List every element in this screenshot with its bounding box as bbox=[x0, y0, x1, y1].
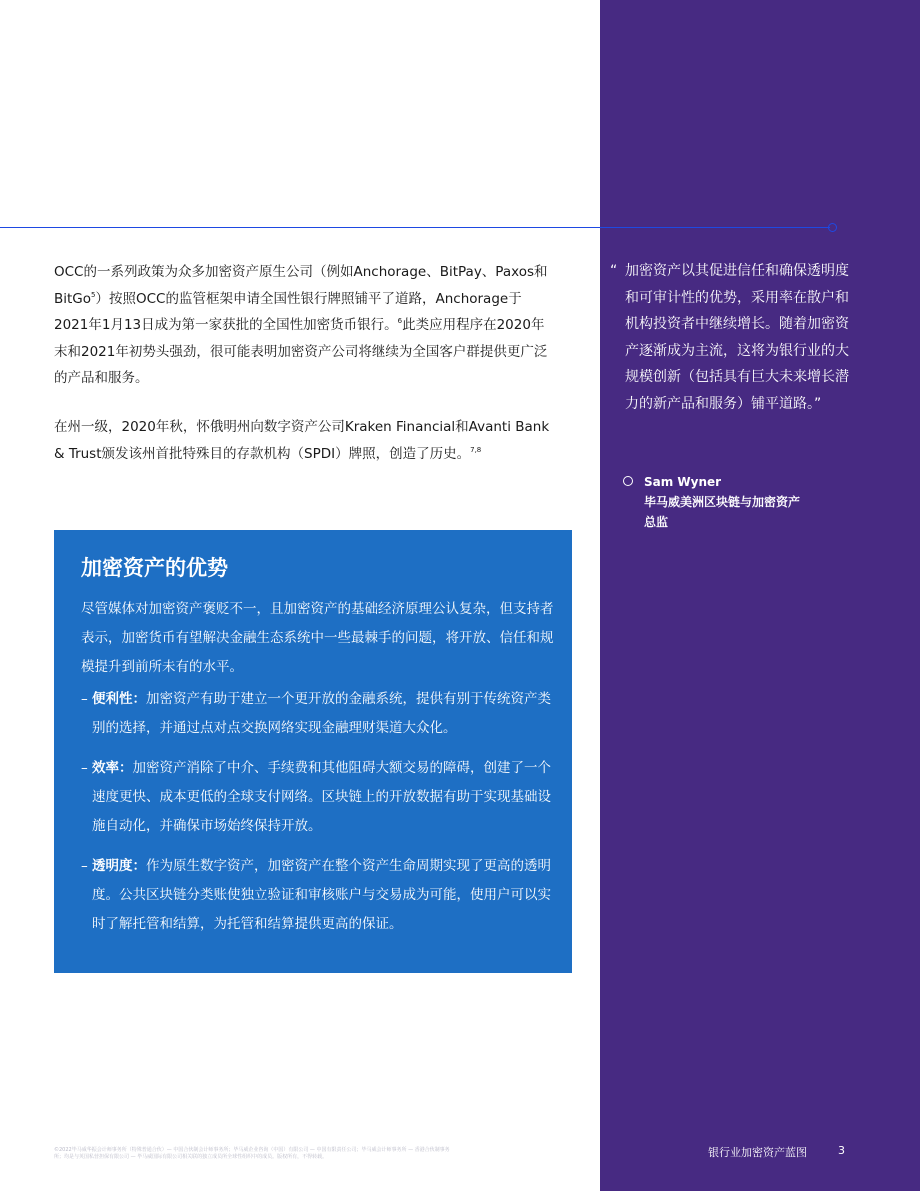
list-item bbox=[81, 754, 556, 841]
horizontal-rule bbox=[0, 227, 830, 228]
sidebar-panel bbox=[600, 0, 920, 1191]
para2-text: 在州一级，2020年秋，怀俄明州向数字资产公司Kraken Financial和Avanti Bank & Trust颁发该州首批特殊目的存款机构（SPDI）牌照，创造了历史。 bbox=[54, 419, 550, 462]
para1-text-a: OCC的一系列政策为众多加密资产原生公司（例如Anchorage、BitPay、Paxos和BitGo bbox=[54, 264, 548, 307]
attribution-circle-icon bbox=[623, 476, 633, 486]
list-item-text: 加密资产消除了中介、手续费和其他阻碍大额交易的障碍，创建了一个速度更快、成本更低的全球支付网络。区块链上的开放数据有助于实现基础设施自动化，并确保市场始终保持开放。 bbox=[92, 760, 551, 834]
list-dash: – bbox=[81, 858, 88, 874]
footnote-ref-6: 6 bbox=[397, 317, 403, 325]
attribution-author: Sam Wyner bbox=[644, 475, 722, 489]
advantages-list bbox=[81, 685, 556, 950]
para1-text-c: 此类应用程序在2020年末和2021年初势头强劲，很可能表明加密资产公司将继续为全国客户群提供更广泛的产品和服务。 bbox=[54, 317, 548, 386]
footer-legal-text: ©2022毕马威华振会计师事务所（特殊普通合伙）— 中国合伙制会计师事务所；毕马威企业咨询（中国）有限公司 — 中国有限责任公司；毕马威会计师事务所 — 香港合伙制事务所；均是与英国私营担保有限公司 — 毕马威国际有限公司相关联的独立成员所全球性组织中的成员。版权所有，不得转载。 bbox=[54, 1147, 450, 1160]
attribution-role-line2: 总监 bbox=[644, 515, 669, 529]
list-item-term: 透明度： bbox=[92, 858, 146, 874]
quote-mark: “ bbox=[610, 263, 618, 279]
list-item-text: 作为原生数字资产，加密资产在整个资产生命周期实现了更高的透明度。公共区块链分类账使独立验证和审核账户与交易成为可能，使用户可以实时了解托管和结算，为托管和结算提供更高的保证。 bbox=[92, 858, 551, 932]
page-number: 3 bbox=[838, 1144, 845, 1157]
advantages-intro: 尽管媒体对加密资产褒贬不一，且加密资产的基础经济原理公认复杂，但支持者表示，加密货币有望解决金融生态系统中一些最棘手的问题，将开放、信任和规模提升到前所未有的水平。 bbox=[81, 601, 554, 675]
footnote-ref-5: 5 bbox=[91, 290, 96, 299]
pull-quote bbox=[610, 258, 860, 417]
advantages-box bbox=[54, 530, 572, 973]
footnote-ref-7-8: 7,8 bbox=[470, 445, 482, 454]
list-dash: – bbox=[81, 760, 88, 776]
quote-attribution bbox=[625, 472, 855, 532]
list-item-term: 效率： bbox=[92, 760, 133, 776]
list-item bbox=[81, 685, 556, 743]
list-item-text: 加密资产有助于建立一个更开放的金融系统，提供有别于传统资产类别的选择，并通过点对点交换网络实现金融理财渠道大众化。 bbox=[92, 691, 551, 736]
para1-text-b: ）按照OCC的监管框架申请全国性银行牌照铺平了道路，Anchorage于2021年1月13日成为第一家获批的全国性加密货币银行。 bbox=[54, 290, 522, 333]
list-item bbox=[81, 852, 556, 939]
quote-text: 加密资产以其促进信任和确保透明度和可审计性的优势，采用率在散户和机构投资者中继续增长。随着加密资产逐渐成为主流，这将为银行业的大规模创新（包括具有巨大未来增长潜力的新产品和服务）铺平道路。” bbox=[625, 263, 849, 412]
rule-end-circle-icon bbox=[828, 223, 837, 232]
body-paragraph-2 bbox=[54, 414, 550, 467]
footer-doc-title: 银行业加密资产蓝图 bbox=[708, 1146, 807, 1159]
attribution-role-line1: 毕马威美洲区块链与加密资产 bbox=[644, 495, 801, 509]
list-item-term: 便利性： bbox=[92, 691, 146, 707]
advantages-title: 加密资产的优势 bbox=[81, 556, 228, 580]
list-dash: – bbox=[81, 691, 88, 707]
body-paragraph-1 bbox=[54, 259, 550, 392]
